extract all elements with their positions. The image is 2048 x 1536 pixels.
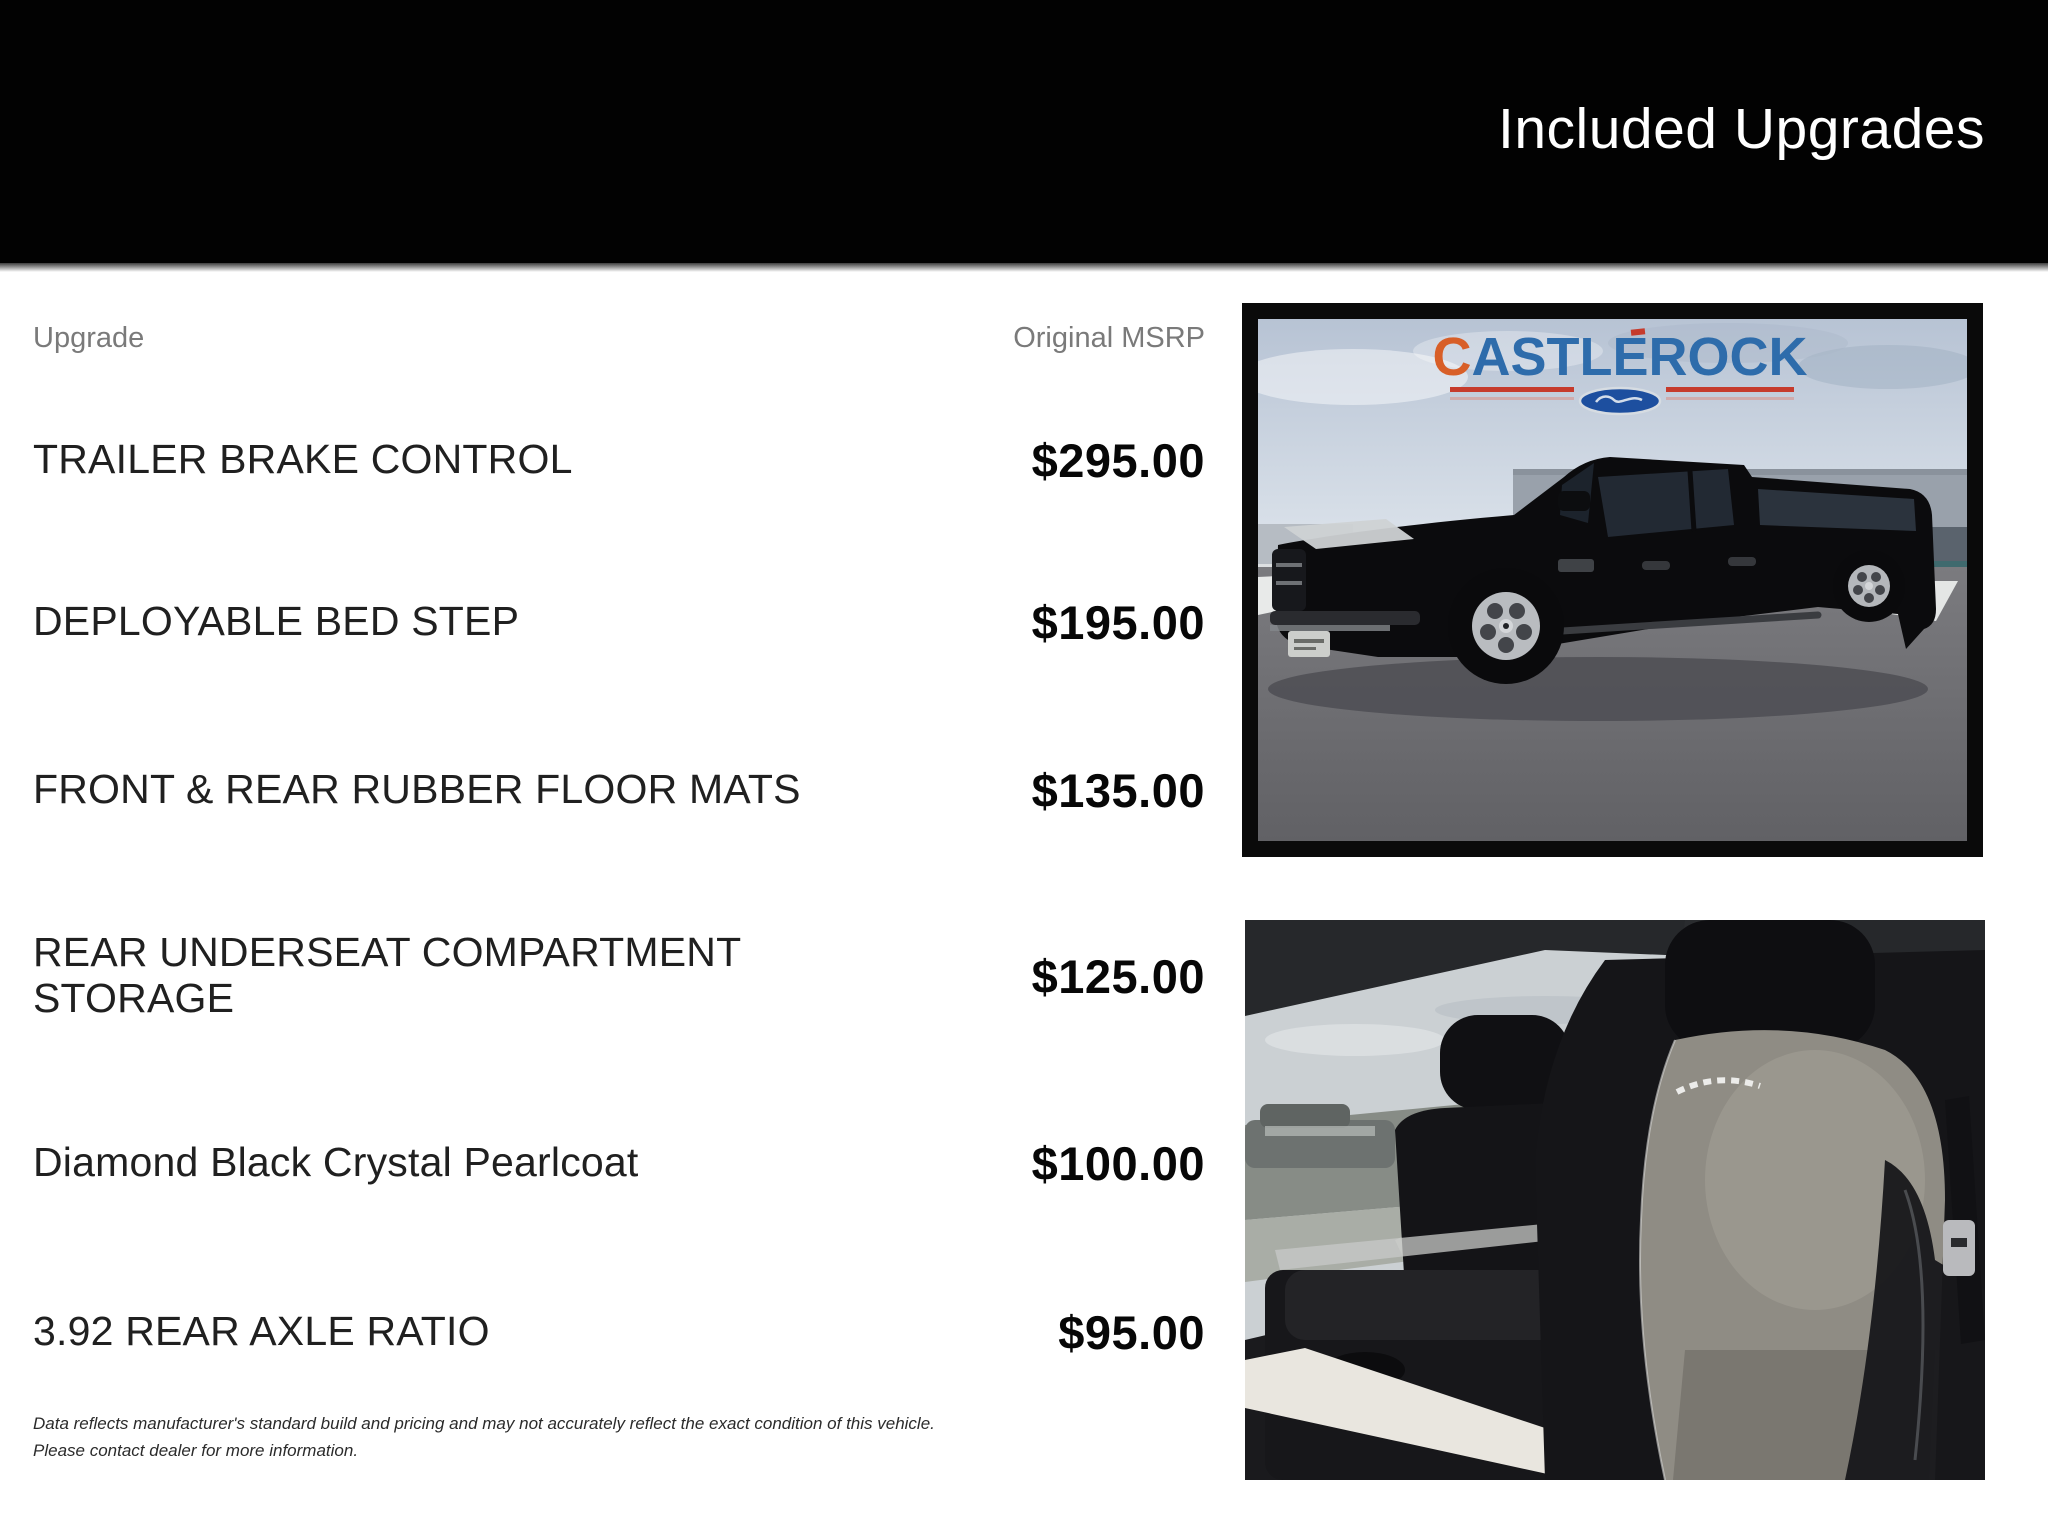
table-row bbox=[33, 430, 1205, 490]
front-bumper bbox=[1270, 611, 1420, 625]
table-header-row bbox=[33, 322, 1205, 355]
page-title: Included Upgrades bbox=[1498, 97, 1985, 161]
rear-wheel bbox=[1833, 550, 1905, 622]
ram-door-badge bbox=[1558, 559, 1594, 572]
upgrade-price: $100.00 bbox=[1031, 1136, 1205, 1190]
table-row bbox=[33, 760, 1205, 820]
truck-shadow bbox=[1268, 657, 1928, 721]
column-header-upgrade: Upgrade bbox=[33, 322, 145, 354]
interior-scene bbox=[1245, 920, 1985, 1480]
passenger-seat bbox=[1535, 920, 1985, 1480]
upgrade-price: $95.00 bbox=[1058, 1305, 1205, 1359]
upgrade-name: FRONT & REAR RUBBER FLOOR MATS bbox=[33, 766, 801, 813]
table-row bbox=[33, 592, 1205, 652]
door-handle bbox=[1642, 561, 1670, 570]
side-mirror bbox=[1558, 491, 1590, 511]
table-row bbox=[33, 930, 1205, 1022]
door-glass bbox=[1598, 469, 1734, 537]
upgrade-name: 3.92 REAR AXLE RATIO bbox=[33, 1308, 490, 1355]
header-divider bbox=[0, 263, 2048, 272]
license-plate bbox=[1288, 631, 1330, 657]
table-row bbox=[33, 1133, 1205, 1193]
header-bar bbox=[0, 0, 2048, 263]
upgrade-price: $135.00 bbox=[1031, 763, 1205, 817]
upgrade-price: $125.00 bbox=[1031, 949, 1205, 1003]
grille bbox=[1272, 549, 1306, 611]
upgrade-name: TRAILER BRAKE CONTROL bbox=[33, 436, 573, 483]
exterior-scene bbox=[1258, 319, 1967, 841]
vehicle-exterior-photo bbox=[1242, 303, 1983, 857]
disclaimer-line: Please contact dealer for more information. bbox=[33, 1441, 359, 1461]
upgrade-price: $195.00 bbox=[1031, 595, 1205, 649]
svg-text:CASTLEROCK: CASTLEROCK bbox=[1432, 327, 1808, 387]
disclaimer bbox=[33, 1410, 953, 1464]
table-row bbox=[33, 1302, 1205, 1362]
upgrade-price: $295.00 bbox=[1031, 433, 1205, 487]
door-handle bbox=[1728, 557, 1756, 566]
disclaimer-line: Data reflects manufacturer's standard build and pricing and may not accurately reflect the exact condition of this vehicle. bbox=[33, 1414, 935, 1433]
ford-oval-logo bbox=[1580, 388, 1660, 414]
front-wheel bbox=[1448, 568, 1564, 684]
upgrade-name: Diamond Black Crystal Pearlcoat bbox=[33, 1139, 639, 1186]
upgrade-name: REAR UNDERSEAT COMPARTMENT STORAGE bbox=[33, 929, 741, 1021]
vehicle-interior-photo bbox=[1245, 920, 1985, 1480]
upgrade-name: DEPLOYABLE BED STEP bbox=[33, 598, 520, 645]
column-header-msrp: Original MSRP bbox=[1013, 322, 1205, 354]
